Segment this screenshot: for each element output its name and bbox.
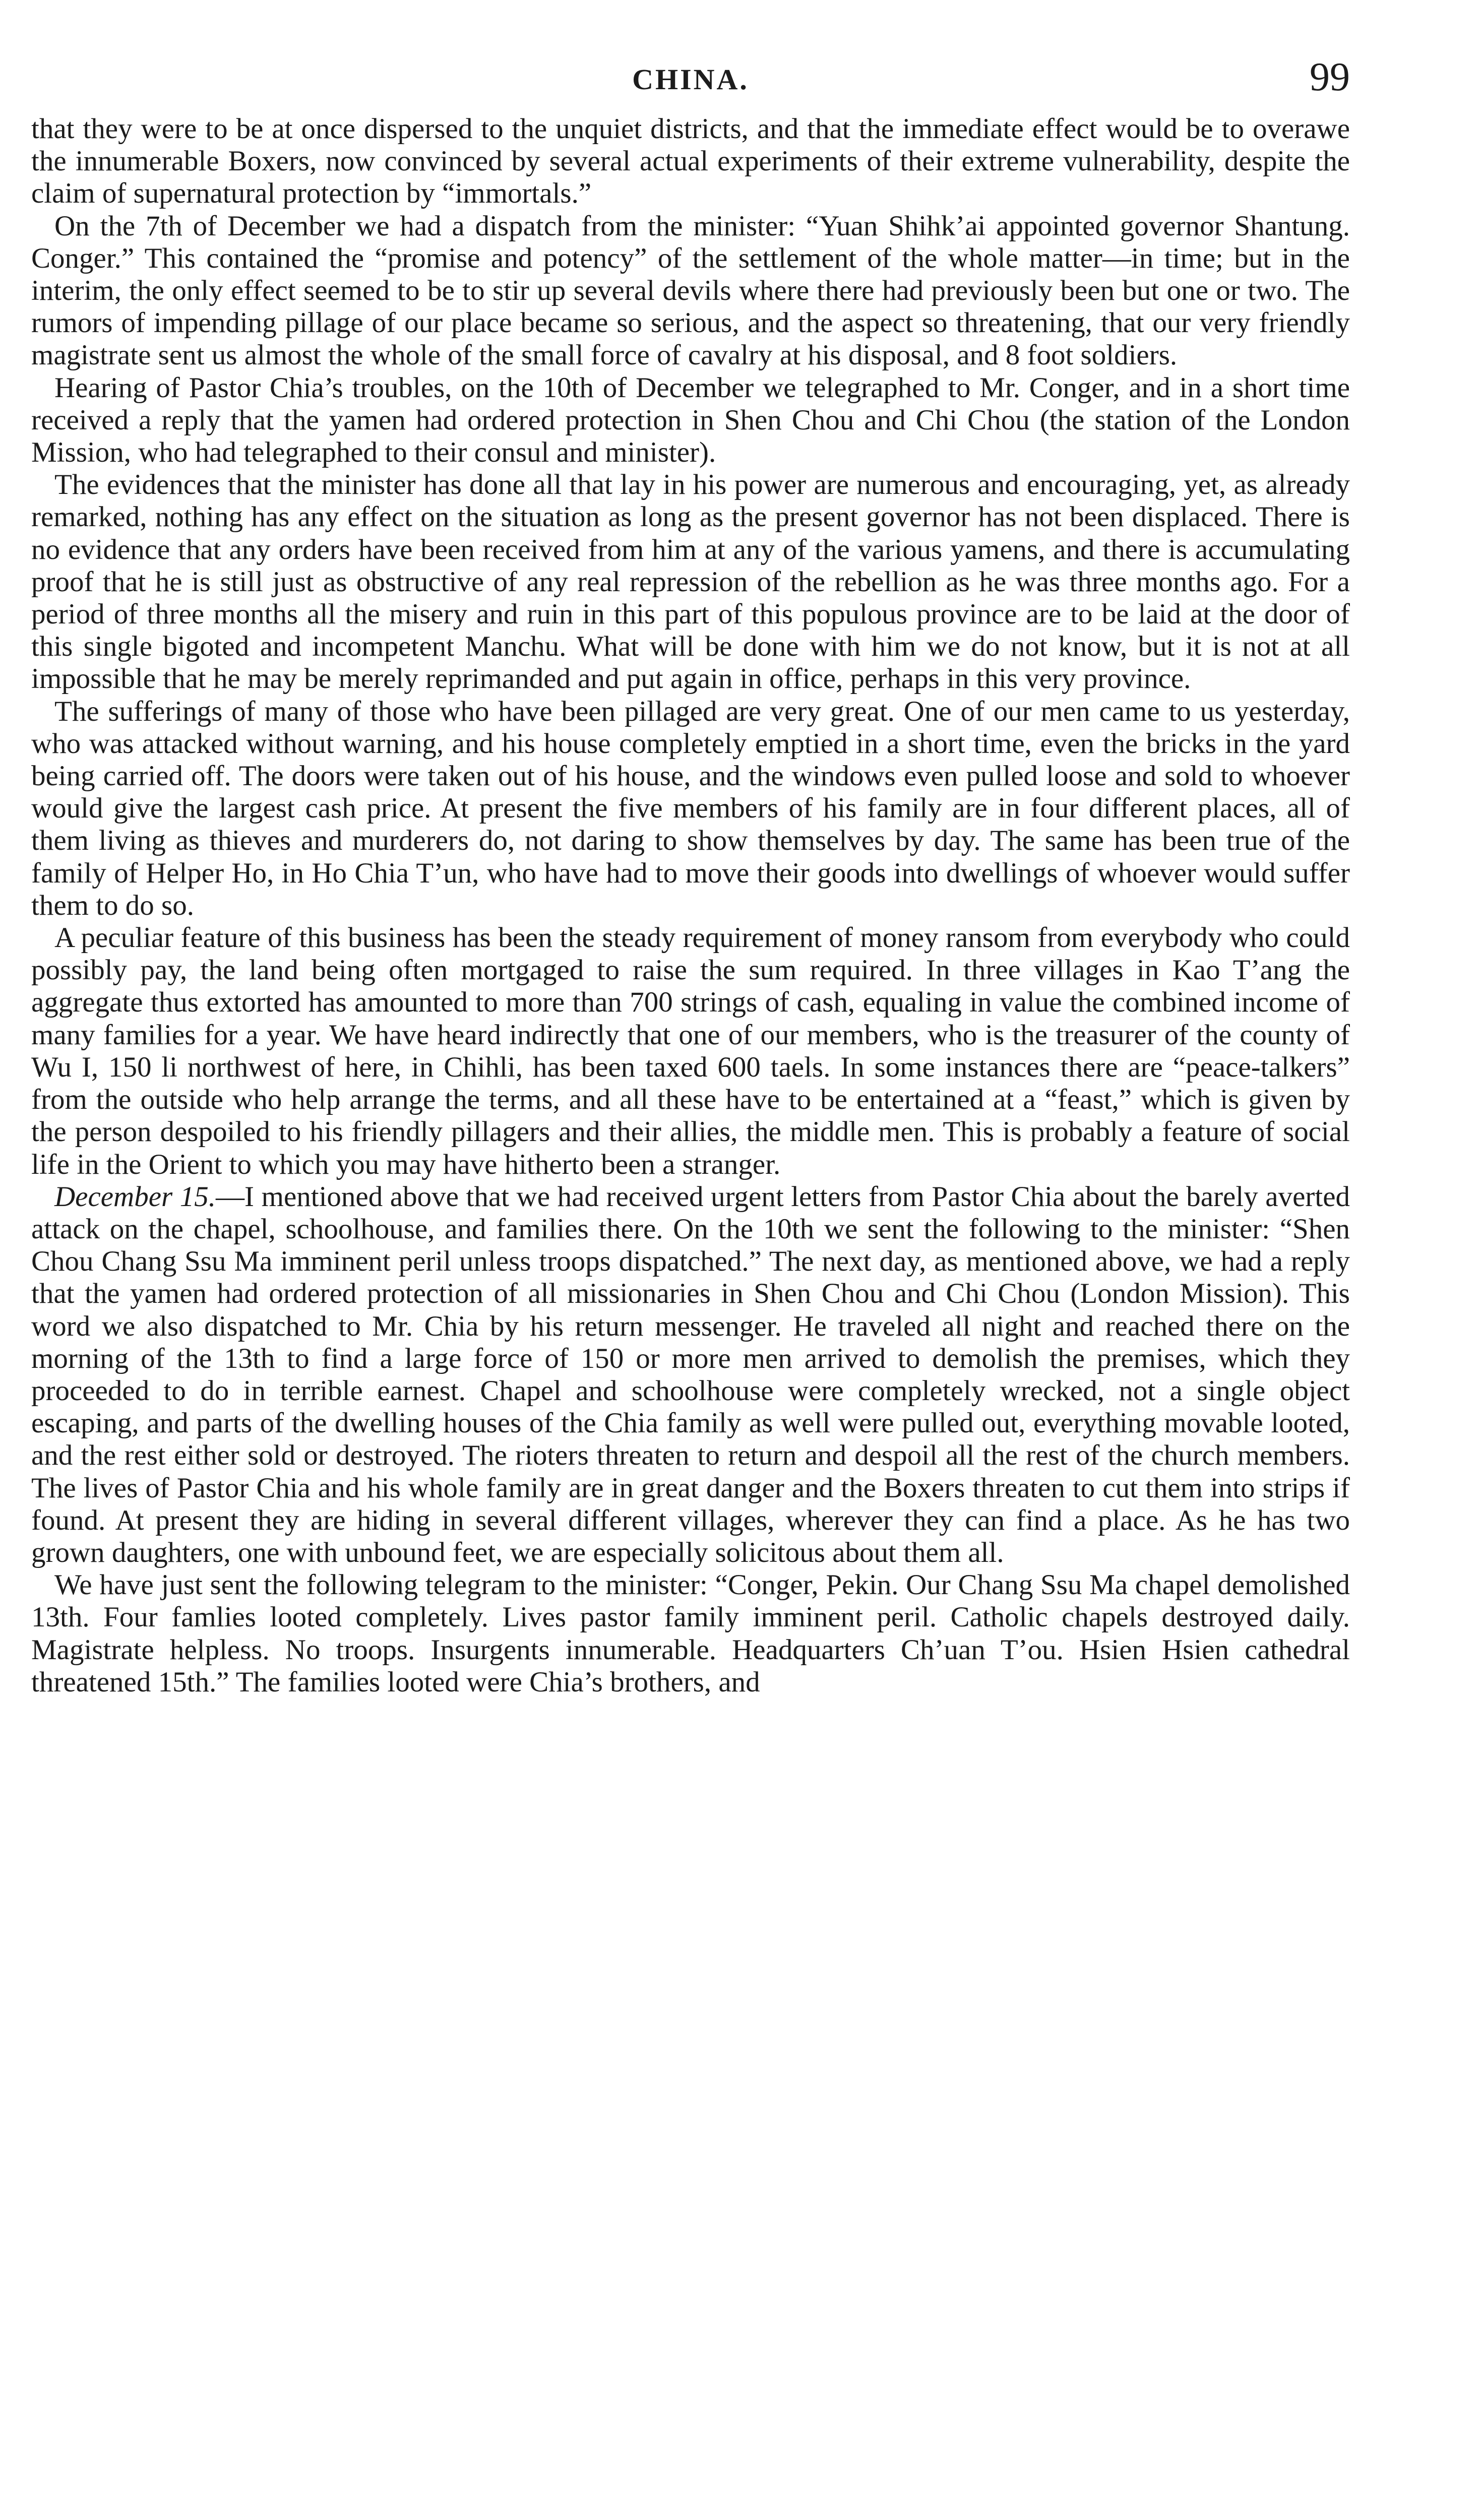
paragraph-7: [31, 1181, 1350, 1569]
paragraph-5-text: The sufferings of many of those who have been pillaged are very great. One of our men came to us yesterday, who was attacked without warning, and his house completely emptied in a short time, even the bricks in the yard being carried off. The doors were taken out of his house, and the windows even pulled loose and sold to whoever would give the largest cash price. At present the five members of his family are in four different places, all of them living as thieves and murderers do, not daring to show themselves by day. The same has been true of the family of Helper Ho, in Ho Chia T’un, who have had to move their goods into dwellings of whoever would suffer them to do so.: [31, 695, 1350, 921]
paragraph-8: [31, 1569, 1350, 1698]
paragraph-6: [31, 922, 1350, 1181]
page-number: 99: [1310, 55, 1350, 99]
paragraph-7-text: —I mentioned above that we had received urgent letters from Pastor Chia about the barely averted attack on the chapel, schoolhouse, and families there. On the 10th we sent the following to the minister: “Shen Chou Chang Ssu Ma imminent peril unless troops dispatched.” The next day, as mentioned above, we had a reply that the yamen had ordered protection of all missionaries in Shen Chou and Chi Chou (London Mission). This word we also dispatched to Mr. Chia by his return messenger. He traveled all night and reached there on the morning of the 13th to find a large force of 150 or more men arrived to demolish the premises, which they proceeded to do in terrible earnest. Chapel and schoolhouse were completely wrecked, not a single object escaping, and parts of the dwelling houses of the Chia family as well were pulled out, everything movable looted, and the rest either sold or destroyed. The rioters threaten to return and despoil all the rest of the church members. The lives of Pastor Chia and his whole family are in great danger and the Boxers threaten to cut them into strips if found. At present they are hiding in several different villages, wherever they can find a place. As he has two grown daughters, one with unbound feet, we are especially solicitous about them all.: [31, 1180, 1350, 1568]
running-head: CHINA.: [632, 63, 749, 96]
paragraph-6-text: A peculiar feature of this business has been the steady requirement of money ransom from everybody who could possibly pay, the land being often mortgaged to raise the sum required. In three villages in Kao T’ang the aggregate thus extorted has amounted to more than 700 strings of cash, equaling in value the combined income of many families for a year. We have heard indirectly that one of our members, who is the treasurer of the county of Wu I, 150 li northwest of here, in Chihli, has been taxed 600 taels. In some instances there are “peace-talkers” from the outside who help arrange the terms, and all these have to be entertained at a “feast,” which is given by the person despoiled to his friendly pillagers and their allies, the middle men. This is probably a feature of social life in the Orient to which you may have hitherto been a stranger.: [31, 922, 1350, 1180]
paragraph-1: [31, 113, 1350, 210]
paragraph-2: [31, 210, 1350, 372]
paragraph-4: [31, 469, 1350, 695]
paragraph-1-text: that they were to be at once dispersed to the unquiet districts, and that the immediate effect would be to overawe the innumerable Boxers, now convinced by several actual experiments of their extreme vulnerability, despite the claim of supernatural protection by “immortals.”: [31, 113, 1350, 210]
page-header: [31, 50, 1350, 111]
paragraph-8-text: We have just sent the following telegram to the minister: “Conger, Pekin. Our Chang Ssu Ma chapel demolished 13th. Four famlies looted completely. Lives pastor family imminent peril. Catholic chapels destroyed daily. Magistrate helpless. No troops. Insurgents innumerable. Headquarters Ch’uan T’ou. Hsien Hsien cathedral threatened 15th.” The families looted were Chia’s brothers, and: [31, 1569, 1350, 1698]
paragraph-3-text: Hearing of Pastor Chia’s troubles, on the 10th of December we telegraphed to Mr. Conger, and in a short time received a reply that the yamen had ordered protection in Shen Chou and Chi Chou (the station of the London Mission, who had telegraphed to their consul and minister).: [31, 371, 1350, 469]
body-text: [31, 113, 1350, 1698]
paragraph-4-text: The evidences that the minister has done all that lay in his power are numerous and encouraging, yet, as already remarked, nothing has any effect on the situation as long as the present governor has not been displaced. There is no evidence that any orders have been received from him at any of the various yamens, and there is accumulating proof that he is still just as obstructive of any real repression of the rebellion as he was three months ago. For a period of three months all the misery and ruin in this part of this populous province are to be laid at the door of this single bigoted and incompetent Manchu. What will be done with him we do not know, but it is not at all impossible that he may be merely reprimanded and put again in office, perhaps in this very province.: [31, 469, 1350, 695]
book-page: [31, 50, 1350, 1698]
paragraph-2-text: On the 7th of December we had a dispatch from the minister: “Yuan Shihk’ai appointed governor Shantung. Conger.” This contained the “promise and potency” of the settlement of the whole matter—in time; but in the interim, the only effect seemed to be to stir up several devils where there had previously been but one or two. The rumors of impending pillage of our place became so serious, and the aspect so threatening, that our very friendly magistrate sent us almost the whole of the small force of cavalry at his disposal, and 8 foot soldiers.: [31, 210, 1350, 371]
paragraph-3: [31, 372, 1350, 469]
paragraph-5: [31, 696, 1350, 922]
date-heading: December 15.: [54, 1180, 216, 1213]
